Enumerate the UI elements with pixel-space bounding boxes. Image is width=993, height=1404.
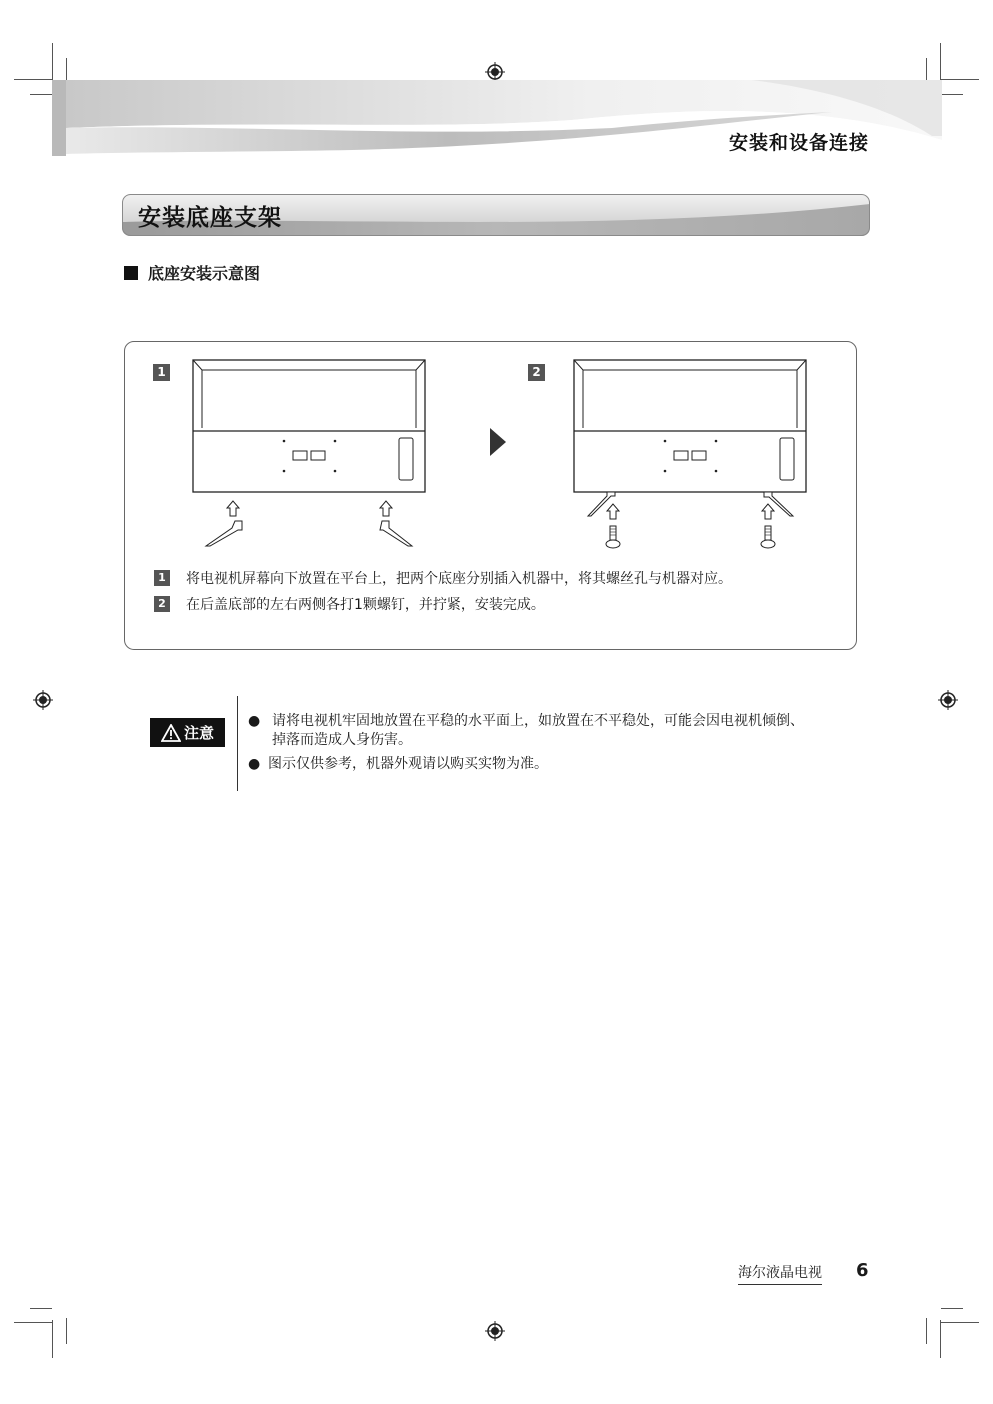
crop-mark xyxy=(30,1308,52,1309)
bullet-dot-icon: ● xyxy=(248,713,261,729)
registration-mark-icon xyxy=(33,690,53,710)
section-title: 安装底座支架 xyxy=(138,205,282,231)
crop-mark xyxy=(52,43,53,81)
page-number: 6 xyxy=(856,1260,869,1281)
caution-item-1-line1: 请将电视机牢固地放置在平稳的水平面上，如放置在不平稳处，可能会因电视机倾倒、 xyxy=(272,713,804,729)
caution-item-1-line2: 掉落而造成人身伤害。 xyxy=(272,732,412,748)
next-step-arrow-icon xyxy=(488,428,508,456)
step1-badge: 1 xyxy=(153,364,170,381)
caution-divider xyxy=(237,696,238,791)
header-title: 安装和设备连接 xyxy=(728,132,869,154)
crop-mark xyxy=(66,1318,67,1344)
crop-mark xyxy=(52,1320,53,1358)
instruction-1-badge: 1 xyxy=(154,570,170,586)
warning-triangle-icon xyxy=(161,724,181,742)
subheading xyxy=(124,261,260,284)
instruction-1 xyxy=(154,568,732,588)
square-bullet-icon xyxy=(124,266,138,280)
footer-brand: 海尔液晶电视 xyxy=(738,1262,822,1285)
crop-mark xyxy=(941,94,963,95)
caution-item-2-line1: 图示仅供参考，机器外观请以购买实物为准。 xyxy=(268,756,548,772)
instruction-2 xyxy=(154,594,545,614)
tv-back-diagram-step2 xyxy=(571,358,811,553)
tv-back-diagram-step1 xyxy=(190,358,430,548)
registration-mark-icon xyxy=(485,62,505,82)
caution-badge xyxy=(150,718,225,747)
crop-mark xyxy=(941,1308,963,1309)
instruction-2-text: 在后盖底部的左右两侧各打1颗螺钉，并拧紧，安装完成。 xyxy=(186,597,545,613)
step2-badge: 2 xyxy=(528,364,545,381)
instruction-2-badge: 2 xyxy=(154,596,170,612)
crop-mark xyxy=(941,79,979,80)
screw-icon xyxy=(761,526,775,548)
crop-mark xyxy=(14,79,52,80)
caution-label: 注意 xyxy=(183,724,214,742)
crop-mark xyxy=(940,1320,941,1358)
instruction-1-text: 将电视机屏幕向下放置在平台上，把两个底座分别插入机器中，将其螺丝孔与机器对应。 xyxy=(186,571,732,587)
crop-mark xyxy=(14,1322,52,1323)
bullet-dot-icon: ● xyxy=(248,756,261,772)
screw-icon xyxy=(606,526,620,548)
subheading-text: 底座安装示意图 xyxy=(148,264,261,283)
registration-mark-icon xyxy=(938,690,958,710)
crop-mark xyxy=(926,1318,927,1344)
crop-mark xyxy=(940,43,941,81)
crop-mark xyxy=(30,94,52,95)
crop-mark xyxy=(941,1322,979,1323)
registration-mark-icon xyxy=(485,1321,505,1341)
